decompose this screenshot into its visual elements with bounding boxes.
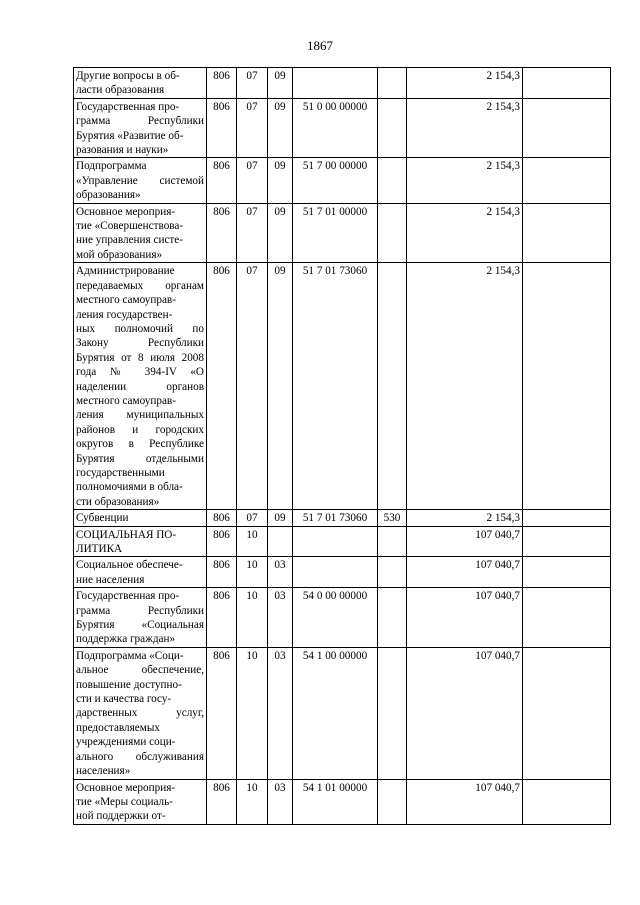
row-name: СОЦИАЛЬНАЯ ПО- ЛИТИКА — [74, 526, 207, 557]
cell-gr: 806 — [207, 588, 237, 648]
cell-gr: 806 — [207, 526, 237, 557]
cell-amount: 107 040,7 — [407, 557, 523, 588]
cell-amount: 107 040,7 — [407, 588, 523, 648]
cell-amount: 2 154,3 — [407, 510, 523, 526]
cell-amount: 2 154,3 — [407, 98, 523, 158]
cell-rz: 07 — [237, 68, 268, 99]
row-name: Субвенции — [74, 510, 207, 526]
cell-amount: 2 154,3 — [407, 263, 523, 510]
cell-amount: 2 154,3 — [407, 158, 523, 203]
cell-rz: 07 — [237, 263, 268, 510]
cell-extra — [523, 68, 611, 99]
table-row — [74, 588, 611, 648]
row-name: Подпрограмма «Управление системой образования» — [74, 158, 207, 203]
cell-amount: 107 040,7 — [407, 779, 523, 824]
cell-gr: 806 — [207, 98, 237, 158]
cell-rz: 07 — [237, 203, 268, 263]
cell-extra — [523, 203, 611, 263]
cell-amount: 2 154,3 — [407, 68, 523, 99]
budget-table — [73, 67, 611, 825]
cell-csr: 54 0 00 00000 — [293, 588, 378, 648]
cell-csr: 51 0 00 00000 — [293, 98, 378, 158]
cell-rz: 10 — [237, 526, 268, 557]
cell-vr — [378, 203, 407, 263]
cell-vr: 530 — [378, 510, 407, 526]
cell-amount: 107 040,7 — [407, 647, 523, 779]
cell-pr: 09 — [268, 203, 293, 263]
cell-extra — [523, 158, 611, 203]
cell-extra — [523, 588, 611, 648]
cell-rz: 10 — [237, 779, 268, 824]
cell-gr: 806 — [207, 557, 237, 588]
cell-gr: 806 — [207, 510, 237, 526]
cell-gr: 806 — [207, 158, 237, 203]
table-row — [74, 158, 611, 203]
table-row — [74, 98, 611, 158]
cell-extra — [523, 557, 611, 588]
row-name: Другие вопросы в об- ласти образования — [74, 68, 207, 99]
cell-gr: 806 — [207, 779, 237, 824]
cell-rz: 10 — [237, 647, 268, 779]
cell-csr: 51 7 01 73060 — [293, 510, 378, 526]
cell-pr: 09 — [268, 510, 293, 526]
table-row — [74, 557, 611, 588]
cell-extra — [523, 647, 611, 779]
cell-gr: 806 — [207, 203, 237, 263]
cell-vr — [378, 158, 407, 203]
cell-csr — [293, 68, 378, 99]
cell-csr — [293, 526, 378, 557]
cell-csr — [293, 557, 378, 588]
cell-rz: 07 — [237, 158, 268, 203]
cell-extra — [523, 510, 611, 526]
cell-amount: 107 040,7 — [407, 526, 523, 557]
row-name: Социальное обеспече- ние населения — [74, 557, 207, 588]
cell-rz: 07 — [237, 98, 268, 158]
row-name: Основное мероприя- тие «Совершенствова- ние управления систе- мой образования» — [74, 203, 207, 263]
row-name: Администрирование передаваемых органам местного самоуправ- ления государствен- ных полномочий по Закону Республики Бурятия от 8 июля 2008 года № 394-IV «О наделении органов местного самоуправ- ления муниципальных районов и городских округов в Республике Бурятия отдельными государственными полномочиями в обла- сти образования» — [74, 263, 207, 510]
row-name: Основное мероприя- тие «Меры социаль- ной поддержки от- — [74, 779, 207, 824]
cell-pr: 09 — [268, 158, 293, 203]
cell-pr: 03 — [268, 779, 293, 824]
cell-pr: 03 — [268, 588, 293, 648]
cell-pr: 09 — [268, 263, 293, 510]
cell-amount: 2 154,3 — [407, 203, 523, 263]
cell-vr — [378, 98, 407, 158]
table-row — [74, 68, 611, 99]
cell-vr — [378, 263, 407, 510]
cell-rz: 07 — [237, 510, 268, 526]
cell-rz: 10 — [237, 588, 268, 648]
page-number: 1867 — [307, 38, 333, 53]
cell-csr: 51 7 01 00000 — [293, 203, 378, 263]
cell-csr: 51 7 01 73060 — [293, 263, 378, 510]
cell-csr: 54 1 00 00000 — [293, 647, 378, 779]
table-row — [74, 779, 611, 824]
cell-csr: 54 1 01 00000 — [293, 779, 378, 824]
cell-gr: 806 — [207, 263, 237, 510]
row-name: Государственная про- грамма Республики Бурятия «Социальная поддержка граждан» — [74, 588, 207, 648]
cell-vr — [378, 588, 407, 648]
cell-vr — [378, 68, 407, 99]
cell-pr: 03 — [268, 557, 293, 588]
cell-rz: 10 — [237, 557, 268, 588]
cell-pr: 03 — [268, 647, 293, 779]
row-name: Подпрограмма «Соци- альное обеспечение, повышение доступно- сти и качества госу- дарственных услуг, предоставляемых учреждениями соци- ального обслуживания населения» — [74, 647, 207, 779]
table-row — [74, 647, 611, 779]
cell-vr — [378, 779, 407, 824]
cell-pr: 09 — [268, 98, 293, 158]
table-row — [74, 203, 611, 263]
table-row — [74, 526, 611, 557]
cell-vr — [378, 526, 407, 557]
cell-csr: 51 7 00 00000 — [293, 158, 378, 203]
cell-gr: 806 — [207, 647, 237, 779]
cell-extra — [523, 98, 611, 158]
row-name: Государственная про- грамма Республики Бурятия «Развитие об- разования и науки» — [74, 98, 207, 158]
cell-gr: 806 — [207, 68, 237, 99]
table-row — [74, 510, 611, 526]
budget-table-body — [74, 68, 611, 825]
table-row — [74, 263, 611, 510]
cell-pr: 09 — [268, 68, 293, 99]
cell-vr — [378, 647, 407, 779]
cell-extra — [523, 263, 611, 510]
cell-pr — [268, 526, 293, 557]
cell-vr — [378, 557, 407, 588]
cell-extra — [523, 779, 611, 824]
cell-extra — [523, 526, 611, 557]
